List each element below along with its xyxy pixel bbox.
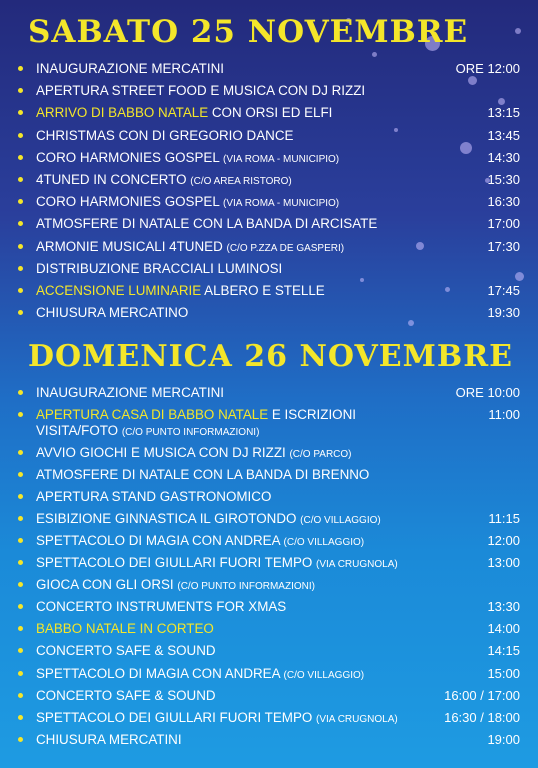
event-time: 13:00: [487, 555, 520, 571]
event-location-note: (VIA ROMA - MUNICIPIO): [223, 153, 340, 165]
event-time: 17:45: [487, 282, 520, 298]
bullet-icon: [18, 648, 23, 653]
event-time: 16:00 / 17:00: [444, 687, 520, 703]
bullet-icon: [18, 390, 23, 395]
event-title: DISTRIBUZIONE BRACCIALI LUMINOSI: [36, 260, 283, 276]
event-time: 11:15: [488, 511, 520, 527]
schedule-item: [14, 172, 520, 194]
event-location-note: (C/O PUNTO INFORMAZIONI): [177, 581, 315, 593]
schedule-item: [14, 83, 520, 105]
event-title: SPETTACOLO DEI GIULLARI FUORI TEMPO: [36, 709, 317, 725]
event-description: [36, 283, 487, 301]
saturday-title: SABATO 25 NOVEMBRE: [28, 14, 469, 50]
event-description: [36, 710, 444, 728]
event-title: CON ORSI ED ELFI: [208, 105, 333, 121]
event-description: [36, 621, 487, 639]
event-title: INAUGURAZIONE MERCATINI: [36, 385, 224, 400]
bullet-icon: [18, 288, 23, 293]
event-time: 15:00: [487, 665, 520, 681]
event-description: [36, 150, 487, 168]
event-title: APERTURA STREET FOOD E MUSICA CON DJ RIZZI: [36, 83, 366, 99]
event-title: ATMOSFERE DI NATALE CON LA BANDA DI ARCISATE: [36, 216, 378, 232]
bullet-icon: [18, 560, 23, 565]
schedule-item: [14, 467, 520, 489]
event-description: [36, 666, 487, 684]
event-description: [36, 239, 487, 257]
bullet-icon: [18, 88, 23, 93]
event-title: SPETTACOLO DI MAGIA CON ANDREA: [36, 665, 284, 681]
event-title: CHIUSURA MERCATINO: [36, 305, 189, 321]
event-time: 15:30: [487, 171, 520, 187]
event-location-note: (C/O VILLAGGIO): [283, 669, 365, 681]
bullet-icon: [18, 412, 23, 417]
event-location-note: (VIA ROMA - MUNICIPIO): [223, 198, 340, 210]
bullet-icon: [18, 450, 23, 455]
event-title: CHIUSURA MERCATINI: [36, 731, 182, 747]
event-location-note: (VIA CRUGNOLA): [316, 713, 398, 725]
decorative-bubble: [515, 28, 521, 34]
event-description: [36, 128, 487, 146]
event-title: CORO HARMONIES GOSPEL: [36, 194, 224, 210]
event-title: CHRISTMAS CON DI GREGORIO DANCE: [36, 127, 294, 143]
schedule-item: [14, 555, 520, 577]
schedule-item: [14, 599, 520, 621]
event-title: ESIBIZIONE GINNASTICA IL GIROTONDO: [36, 511, 301, 527]
event-title: ALBERO E STELLE: [201, 282, 325, 298]
schedule-item: [14, 283, 520, 305]
event-title: CONCERTO INSTRUMENTS FOR XMAS: [36, 599, 287, 615]
event-title: ARMONIE MUSICALI 4TUNED: [36, 238, 227, 254]
event-title: ATMOSFERE DI NATALE CON LA BANDA DI BRENNO: [36, 467, 370, 483]
event-description: [36, 105, 487, 123]
event-description: [36, 688, 444, 706]
event-time: 19:30: [487, 305, 520, 321]
event-time: 13:15: [487, 105, 520, 121]
schedule-item: [14, 666, 520, 688]
event-description: [36, 61, 456, 79]
bullet-icon: [18, 538, 23, 543]
schedule-item: [14, 732, 520, 754]
schedule-item: [14, 261, 520, 283]
bullet-icon: [18, 626, 23, 631]
event-description: [36, 555, 487, 573]
event-title-continued: VISITA/FOTO: [36, 423, 122, 439]
event-time: 14:30: [487, 149, 520, 165]
event-location-note: (VIA CRUGNOLA): [316, 559, 398, 571]
event-time: ORE 12:00: [455, 61, 520, 76]
event-time: 12:00: [487, 533, 520, 549]
saturday-schedule-list: [14, 61, 520, 327]
event-description: [36, 445, 520, 463]
event-description: [36, 216, 487, 234]
event-title-line2: [36, 423, 488, 441]
event-location-note: (C/O P.ZZA DE GASPERI): [226, 242, 345, 254]
schedule-item: [14, 577, 520, 599]
event-time: 17:30: [487, 238, 520, 254]
schedule-item: [14, 710, 520, 732]
event-location-note: (C/O VILLAGGIO): [300, 515, 381, 527]
bullet-icon: [18, 66, 23, 71]
schedule-item: [14, 150, 520, 172]
event-title: APERTURA STAND GASTRONOMICO: [36, 489, 272, 505]
decorative-bubble: [372, 52, 377, 57]
event-description: [36, 489, 520, 507]
schedule-item: [14, 511, 520, 533]
event-description: [36, 533, 487, 551]
schedule-item: [14, 239, 520, 261]
event-title: CORO HARMONIES GOSPEL: [36, 149, 224, 165]
event-title: GIOCA CON GLI ORSI: [36, 577, 178, 593]
bullet-icon: [18, 737, 23, 742]
bullet-icon: [18, 199, 23, 204]
event-title: E ISCRIZIONI: [268, 407, 356, 423]
event-time: 13:30: [487, 599, 520, 615]
event-description: [36, 599, 487, 617]
schedule-item: [14, 621, 520, 643]
event-time: 14:00: [487, 621, 520, 637]
bullet-icon: [18, 133, 23, 138]
bullet-icon: [18, 494, 23, 499]
bullet-icon: [18, 266, 23, 271]
bullet-icon: [18, 671, 23, 676]
schedule-item: [14, 305, 520, 327]
bullet-icon: [18, 582, 23, 587]
sunday-title: DOMENICA 26 NOVEMBRE: [28, 339, 513, 374]
event-location-note: (C/O PUNTO INFORMAZIONI): [121, 427, 260, 439]
schedule-item: [14, 216, 520, 238]
bullet-icon: [18, 155, 23, 160]
event-description: [36, 172, 487, 190]
event-time: 16:30 / 18:00: [444, 709, 520, 725]
event-description: [36, 305, 487, 323]
event-time: 16:30: [487, 194, 520, 210]
sunday-schedule-list: [14, 385, 520, 754]
event-highlight: APERTURA CASA DI BABBO NATALE: [36, 407, 269, 423]
schedule-item: [14, 194, 520, 216]
bullet-icon: [18, 244, 23, 249]
bullet-icon: [18, 715, 23, 720]
event-title: AVVIO GIOCHI E MUSICA CON DJ RIZZI: [36, 445, 290, 461]
bullet-icon: [18, 310, 23, 315]
event-description: [36, 83, 520, 101]
event-description: [36, 732, 487, 750]
event-title: INAUGURAZIONE MERCATINI: [36, 61, 224, 76]
bullet-icon: [18, 221, 23, 226]
event-time: 17:00: [487, 216, 520, 232]
event-description: [36, 643, 487, 661]
schedule-item: [14, 385, 520, 407]
event-highlight: BABBO NATALE IN CORTEO: [36, 621, 214, 637]
event-highlight: ACCENSIONE LUMINARIE: [36, 282, 202, 298]
event-title: CONCERTO SAFE & SOUND: [36, 643, 216, 659]
schedule-item: [14, 489, 520, 511]
schedule-item: [14, 688, 520, 710]
event-time: ORE 10:00: [455, 385, 520, 400]
event-location-note: (C/O AREA RISTORO): [190, 175, 292, 187]
event-highlight: ARRIVO DI BABBO NATALE: [36, 105, 209, 121]
event-description: [36, 577, 520, 595]
event-location-note: (C/O PARCO): [289, 449, 352, 461]
event-time: 13:45: [487, 127, 520, 143]
event-time: 19:00: [487, 731, 520, 747]
event-description: [36, 511, 488, 529]
bullet-icon: [18, 604, 23, 609]
schedule-item: [14, 445, 520, 467]
schedule-item: [14, 128, 520, 150]
event-description: [36, 194, 487, 212]
schedule-item: [14, 105, 520, 127]
bullet-icon: [18, 516, 23, 521]
event-description: [36, 385, 456, 403]
event-time: 11:00: [488, 407, 520, 423]
event-time: 14:15: [487, 643, 520, 659]
schedule-item: [14, 643, 520, 665]
schedule-item: [14, 533, 520, 555]
event-title: CONCERTO SAFE & SOUND: [36, 687, 216, 703]
schedule-item: [14, 61, 520, 83]
event-title: SPETTACOLO DEI GIULLARI FUORI TEMPO: [36, 555, 317, 571]
bullet-icon: [18, 177, 23, 182]
event-description: [36, 407, 488, 441]
bullet-icon: [18, 110, 23, 115]
bullet-icon: [18, 472, 23, 477]
event-description: [36, 467, 520, 485]
event-description: [36, 261, 520, 279]
event-title: 4TUNED IN CONCERTO: [36, 171, 191, 187]
schedule-item: [14, 407, 520, 445]
bullet-icon: [18, 693, 23, 698]
event-title: SPETTACOLO DI MAGIA CON ANDREA: [36, 533, 284, 549]
event-location-note: (C/O VILLAGGIO): [283, 537, 365, 549]
